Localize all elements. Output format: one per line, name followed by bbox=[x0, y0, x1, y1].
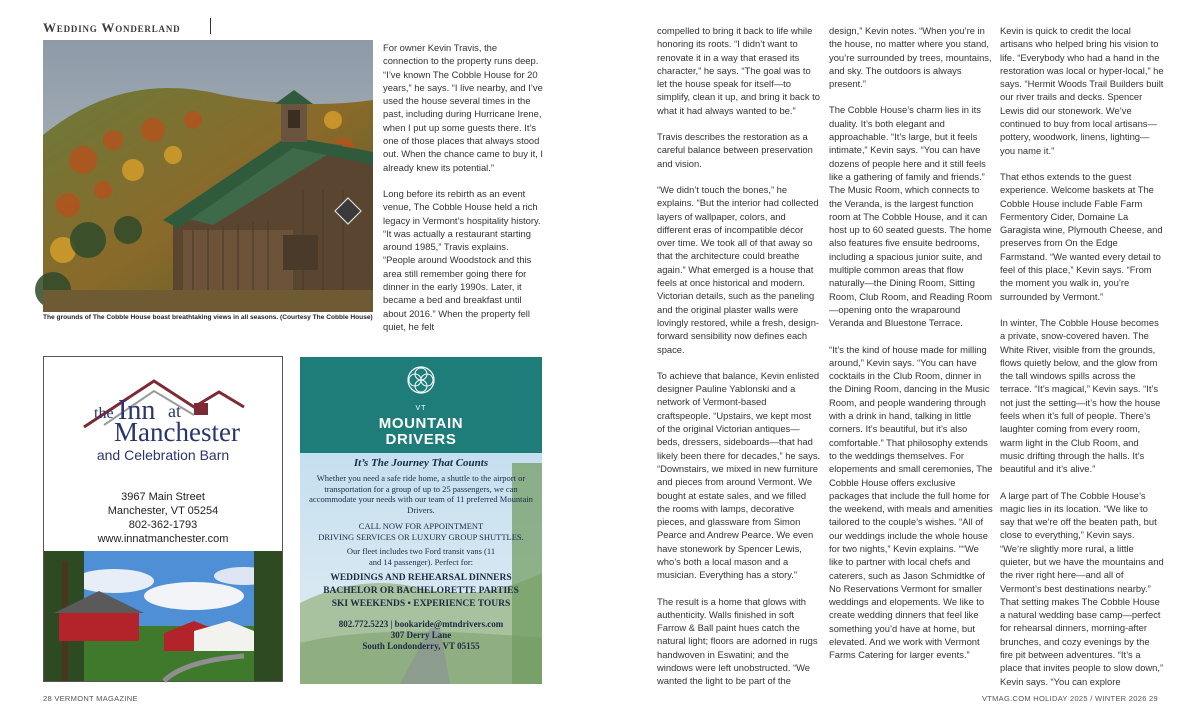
paragraph: Long before its rebirth as an event venue, The Cobble House held a rich legacy in Vermont’s hospitality history. “It was actually a restaurant starting around 1985,” Travis explains. “People around Woodstock and this area still remember going there for dinner in the early 1990s. Later, it became a bed and breakfast until about 2016.” When the property fell quiet, he felt bbox=[383, 187, 541, 332]
paragraph: The Cobble House’s charm lies in its duality. It’s both elegant and approachable. “It’s large, but it feels intimate,” Kevin says. “You can have dozens of people here and it still feels like a gathering of family and friends.” The Music Room, which connects to the Veranda, is the largest function room at The Cobble House, and it can host up to 60 seated guests. The home also features five ensuite bedrooms, including a spacious junior suite, and multiple common areas that flow naturally—the Dining Room, Sitting Room, Club Room, and Reading Room—opening onto the wraparound Veranda and Bluestone Terrace. bbox=[829, 104, 993, 329]
paragraph: “It’s the kind of house made for milling around,” Kevin says. “You can have cocktails in the Club Room, dinner in the Dining Room, dancing in the Music Room, and people wandering through with a drink in hand, talking in little corners. It’s beautiful, but it’s also comfortable.” That philosophy extends to the weddings themselves. For elopements and small ceremonies, The Cobble House offers exclusive packages that include the full home for the weekend, with meals and amenities tailored to the couple’s wishes. “All of our weddings include the whole house for two nights,” Kevin explains. ““We like to partner with local chefs and caterers, such as Jason Schmidtke of No Reservations Vermont for smaller weddings and elopements. We like to create wedding dinners that feel like something you’d have at home, but elevated. And we work with Vermont Farms Catering for larger events.” bbox=[829, 343, 993, 661]
paragraph: For owner Kevin Travis, the connection to the property runs deep. “I’ve known The Cobble House for 20 years,” he says. “I live nearby, and I’ve used the house several times in the past, including during Hurricane Irene, when I put up some guests there. It’s one of those places that always stood out. When the chance came to buy it, I already knew its potential.” bbox=[383, 42, 543, 173]
md-service-weddings: WEDDINGS AND REHEARSAL DINNERS bbox=[330, 573, 512, 583]
inn-logo bbox=[44, 367, 282, 487]
inn-website[interactable]: www.innatmanchester.com bbox=[97, 533, 229, 545]
md-service-ski: SKI WEEKENDS • EXPERIENCE TOURS bbox=[331, 599, 511, 609]
paragraph: A large part of The Cobble House’s magic lies in its location. “We like to say that we’re off the beaten path, but close to everything,” Kevin says. “We’re slightly more rural, a little quieter, but we have the mountains and the river right here—and all of Vermont’s best destinations nearby.” That setting makes The Cobble House a natural wedding base camp—perfect for rehearsal dinners, morning-after brunches, and cozy evenings by the fire pit between adventures. “It’s a place that invites people to slow down,” Kevin says. “You can explore bbox=[1000, 489, 1164, 687]
logo-mountain: MOUNTAIN bbox=[378, 415, 464, 432]
paragraph: Kevin is quick to credit the local artisans who helped bring his vision to life. “Everybody who had a hand in the restoration was local or hyper-local,” he says. “Hermit Woods Trail Builders built our river trails and decks. Spencer Lewis did our stonework. We’ve continued to buy from local artisans—pottery, woodwork, linens, lighting—you name it.” bbox=[1000, 25, 1164, 156]
article-column-2 bbox=[657, 24, 821, 687]
md-call-line2: DRIVING SERVICES OR LUXURY GROUP SHUTTLES. bbox=[318, 531, 524, 542]
paragraph: “We didn’t touch the bones,” he explains. “But the interior had collected layers of wallpaper, colors, and different eras of incompatible décor over time. We took all of that away so that the architecture could breathe again.” What emerged is a house that feels at once historical and modern. Victorian details, such as the paneling and the original plaster walls were lovingly restored, while a fresh, design-forward sensibility now defines each space. bbox=[657, 183, 820, 355]
photo-caption: The grounds of The Cobble House boast breathtaking views in all seasons. (Courtesy The Cobble House) bbox=[43, 314, 373, 321]
footer-left: 28 VERMONT MAGAZINE bbox=[43, 694, 138, 703]
inn-at-manchester-ad[interactable] bbox=[43, 356, 283, 682]
paragraph: That ethos extends to the guest experience. Welcome baskets at The Cobble House include Fable Farm Fermentory Cider, Domaine La Garagista wine, Plymouth Cheese, and preserves from On the Edge Farmstand. “We wanted every detail to feel of this place,” Kevin says. “From the moment you walk in, you’re surrounded by Vermont.” bbox=[1000, 170, 1163, 302]
md-contact[interactable]: 802.772.5223 | bookaride@mtndrivers.com bbox=[338, 619, 504, 629]
article-column-3 bbox=[829, 24, 993, 676]
paragraph: To achieve that balance, Kevin enlisted designer Pauline Yablonski and a network of Vermont-based craftspeople. “Upstairs, we kept most of the original Victorian antiques—beds, dressers, sideboards—that had likely been there for decades,” he says. “Downstairs, we mixed in new furniture and pieces from around Vermont. We bought at estate sales, and we filled the rooms with lamps, decorative pieces, and glassware from Simon Pearce and Andrew Pearce. We even have stonework by Spencer Lewis, who’s both a local mason and a musician. Everything has a story.” bbox=[657, 369, 821, 581]
md-call-line1: CALL NOW FOR APPOINTMENT bbox=[358, 521, 484, 531]
inn-address-line1: 3967 Main Street bbox=[121, 491, 205, 503]
paragraph: Travis describes the restoration as a careful balance between preservation and vision. bbox=[657, 131, 813, 169]
inn-address-line2: Manchester, VT 05254 bbox=[107, 505, 219, 517]
paragraph: In winter, The Cobble House becomes a private, snow-covered haven. The White River, visible from the grounds, flows quietly below, and the glow from the tall windows spills across the terrace. “It’s magical,” Kevin says. “It’s not just the setting—it’s how the house feels when it’s full of people. There’s laughter coming from every room, warm light in the Club Room, and music drifting through the halls. It’s beautiful and it’s alive.” bbox=[1000, 316, 1161, 475]
md-fleet: Our fleet includes two Ford transit vans (11 and 14 passenger). Perfect for: bbox=[346, 546, 496, 567]
logo-manchester: Manchester bbox=[114, 417, 240, 447]
section-title: Wedding Wonderland bbox=[43, 20, 181, 35]
logo-vt: VT bbox=[415, 405, 427, 412]
logo-drivers: DRIVERS bbox=[385, 431, 457, 448]
md-service-parties: BACHELOR OR BACHELORETTE PARTIES bbox=[323, 586, 519, 596]
inn-subtitle: and Celebration Barn bbox=[96, 447, 230, 463]
cobble-house-photo bbox=[43, 40, 373, 312]
compass-flower-icon bbox=[406, 365, 436, 395]
logo-at: at bbox=[168, 401, 181, 421]
md-street: 307 Derry Lane bbox=[390, 630, 452, 640]
md-intro: Whether you need a safe ride home, a shuttle to the airport or transportation for a group of up to 25 passengers, we can accommodate your needs with our team of 11 preferred Mountain Drivers. bbox=[309, 473, 533, 515]
paragraph: design,” Kevin notes. “When you’re in the house, no matter where you stand, you’re surrounded by trees, mountains, and sky. The outdoors is always present.” bbox=[829, 25, 992, 90]
section-title-rule bbox=[210, 18, 211, 34]
logo-the: the bbox=[94, 405, 114, 422]
paragraph: The result is a home that glows with authenticity. Walls finished in soft Farrow & Ball paint hues catch the natural light; floors are adorned in rugs handwoven in Eswatini; and the windows were left unobstructed. “We wanted the light to be part of the bbox=[657, 595, 818, 687]
md-city: South Londonderry, VT 05155 bbox=[362, 641, 480, 651]
mountain-drivers-landscape bbox=[300, 453, 542, 684]
footer-right: VTMAG.COM HOLIDAY 2025 / WINTER 2026 29 bbox=[981, 694, 1158, 703]
article-column-4 bbox=[1000, 24, 1164, 687]
logo-inn: Inn bbox=[118, 395, 156, 426]
mountain-drivers-ad[interactable] bbox=[300, 357, 542, 684]
inn-phone: 802-362-1793 bbox=[128, 519, 198, 531]
inn-photo bbox=[44, 551, 282, 681]
article-column-1 bbox=[383, 41, 543, 332]
paragraph: compelled to bring it back to life while honoring its roots. “I didn’t want to renovate it in a way that erased its character,” he says. “The goal was to let the house speak for itself—to simplify, clean it up, and bring it back to what it had always wanted to be.” bbox=[657, 25, 820, 116]
md-tagline: It’s The Journey That Counts bbox=[353, 457, 489, 469]
